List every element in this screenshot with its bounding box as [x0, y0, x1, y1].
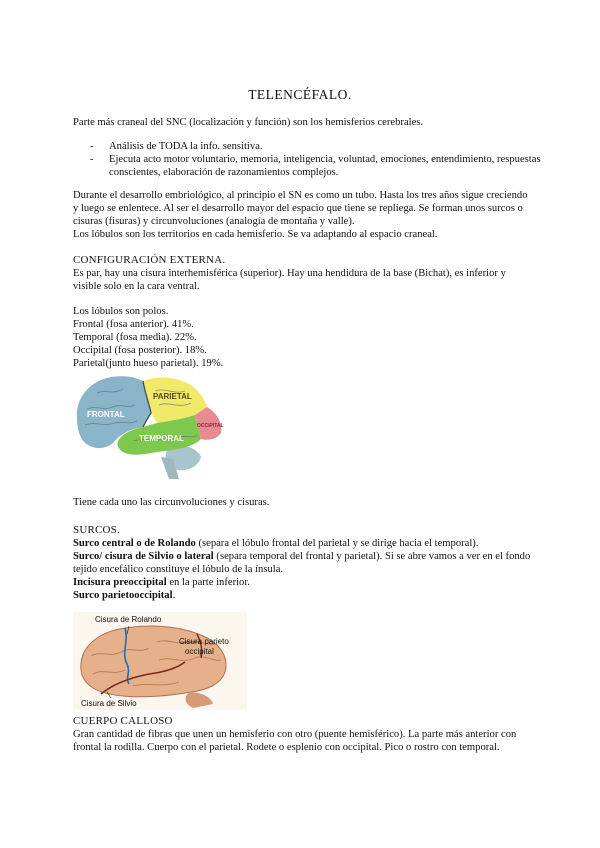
- surco-item-parietooccipital: [73, 589, 535, 602]
- surco-name: Surco central o de Rolando: [73, 538, 196, 549]
- lobes-list: [73, 305, 533, 370]
- surcos-section: [73, 524, 535, 602]
- development-paragraph: [73, 189, 535, 241]
- surco-item-preoccipital: [73, 576, 535, 589]
- lobe-occipital: Occipital (fosa posterior). 18%.: [73, 345, 207, 356]
- surco-name: Incisura preoccipital: [73, 577, 167, 588]
- surco-desc: (separa temporal del frontal y parietal). Si se abre vamos a ver en el fondo tejido encefálico constituye el lóbulo de la ínsula.: [73, 551, 531, 575]
- intro-text: Parte más craneal del SNC (localización y función) son los hemisferios cerebrales.: [73, 117, 424, 128]
- lobe-temporal: Temporal (fosa media). 22%.: [73, 332, 197, 343]
- circumvolutions-text: Tiene cada uno las circunvoluciones y cisuras.: [73, 497, 270, 508]
- brain-lobes-figure: [73, 369, 225, 479]
- functions-list: [73, 140, 543, 179]
- lobe-frontal: Frontal (fosa anterior). 41%.: [73, 319, 194, 330]
- intro-paragraph: [73, 116, 533, 129]
- lobes-intro: Los lóbulos son polos.: [73, 306, 169, 317]
- surco-name: Surco parietooccipital: [73, 590, 173, 601]
- surco-name: Surco/ cisura de Silvio o lateral: [73, 551, 214, 562]
- surco-item-rolando: [73, 537, 535, 550]
- surco-desc: (separa el lóbulo frontal del parietal y se dirige hacia el temporal).: [195, 538, 479, 549]
- parieto-label: Cisura parieto: [179, 637, 229, 646]
- lobes-note-text: Los lóbulos son los territorios en cada hemisferio. Se va adaptando al espacio craneal.: [73, 229, 438, 240]
- cuerpo-calloso-section: [73, 715, 539, 754]
- occipital-label: OCCIPITAL: [197, 423, 224, 429]
- surco-desc: en la parte inferior.: [166, 577, 250, 588]
- rolando-label: Cisura de Rolando: [95, 615, 162, 624]
- brain-sulci-figure: [73, 612, 247, 710]
- surco-item-silvio: [73, 550, 535, 576]
- external-heading: CONFIGURACIÓN EXTERNA.: [73, 254, 226, 266]
- frontal-label: FRONTAL: [87, 410, 125, 419]
- page-title: TELENCÉFALO.: [248, 87, 352, 102]
- parietal-label: PARIETAL: [153, 392, 192, 401]
- surco-desc: .: [172, 590, 176, 601]
- silvio-label: Cisura de Silvio: [81, 699, 137, 708]
- list-item: - Análisis de TODA la info. sensitiva.: [73, 140, 543, 153]
- list-item: - Ejecuta acto motor voluntario, memoria, inteligencia, voluntad, emociones, entendimiento, respuestas conscientes, elaboración de razonamientos complejos.: [73, 153, 543, 179]
- occipital-label: occipital: [185, 647, 214, 656]
- temporal-label: TEMPORAL: [139, 434, 184, 443]
- development-text: Durante el desarrollo embriológico, al principio el SN es como un tubo. Hasta los tres años sigue creciendo y luego se enlentece. Al ser el desarrollo mayor del espacio que tiene se repliega. Se forman unos surcos o cisuras (fisuras) y circunvoluciones (analogía de montaña y valle).: [73, 190, 528, 227]
- circumvolutions-note: [73, 496, 533, 509]
- cuerpo-heading: CUERPO CALLOSO: [73, 715, 173, 727]
- external-text: Es par, hay una cisura interhemisférica (superior). Hay una hendidura de la base (Bichat), es inferior y visible solo en la cara ventral.: [73, 268, 506, 292]
- lobe-parietal: Parietal(junto hueso parietal). 19%.: [73, 358, 224, 369]
- surcos-heading: SURCOS.: [73, 524, 120, 536]
- external-config-section: [73, 254, 535, 293]
- cuerpo-text: Gran cantidad de fibras que unen un hemisferio con otro (puente hemisférico). La parte más anterior con frontal la rodilla. Cuerpo con el parietal. Rodete o esplenio con occipital. Pico o rostro con temporal.: [73, 729, 517, 753]
